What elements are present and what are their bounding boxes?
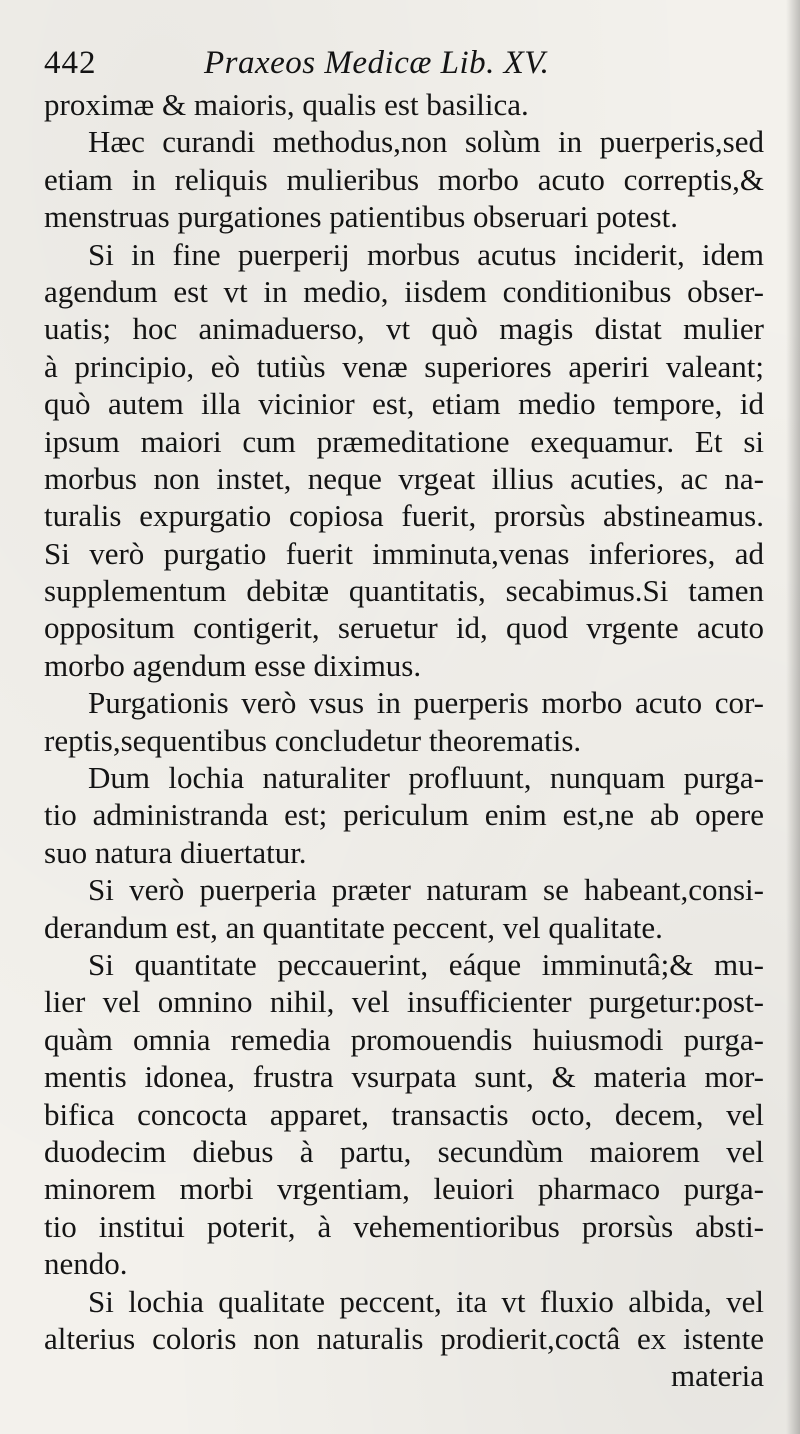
- text-line: reptis,sequentibus concludetur theorematis.: [44, 722, 582, 758]
- text-line: proximæ & maioris, qualis est basilica.: [44, 87, 529, 122]
- text-line: uatis; hoc animaduerso, vt quò magis distat mulier: [44, 311, 764, 347]
- text-line: Si verò puerperia præter naturam se habeant,consi-: [88, 872, 764, 908]
- text-line: Dum lochia naturaliter profluunt, nunquam purga-: [88, 760, 764, 796]
- text-line: Si lochia qualitate peccent, ita vt fluxio albida, vel: [88, 1283, 764, 1319]
- text-line: Si quantitate peccauerint, eáque imminutâ;& mu-: [88, 946, 764, 982]
- text-line: à principio, eò tutiùs venæ superiores aperiri valeant;: [44, 348, 764, 384]
- text-line: Purgationis verò vsus in puerperis morbo acuto cor-: [88, 685, 764, 721]
- text-line: turalis expurgatio copiosa fuerit, prorsùs abstineamus.: [44, 498, 764, 534]
- page-header: [44, 40, 770, 86]
- text-line: tio administranda est; periculum enim est,ne ab opere: [44, 797, 764, 833]
- text-line: bifica concocta apparet, transactis octo, decem, vel: [44, 1096, 764, 1132]
- text-line: nendo.: [44, 1246, 128, 1282]
- text-line: duodecim diebus à partu, secundùm maiorem vel: [44, 1133, 764, 1169]
- body-text: [44, 86, 770, 1395]
- text-line: quàm omnia remedia promouendis huiusmodi purga-: [44, 1021, 764, 1057]
- page-number: 442: [44, 45, 97, 81]
- text-line: tio institui poterit, à vehementioribus prorsùs absti-: [44, 1208, 764, 1244]
- text-line: Si in fine puerperij morbus acutus inciderit, idem: [88, 236, 764, 272]
- text-line: morbus non instet, neque vrgeat illius acuties, ac na-: [44, 460, 764, 496]
- page-edge-shadow: [786, 0, 800, 1434]
- text-line: menstruas purgationes patientibus obseruari potest.: [44, 199, 678, 235]
- text-line: oppositum contigerit, seruetur id, quod vrgente acuto: [44, 610, 764, 646]
- text-line: minorem morbi vrgentiam, leuiori pharmaco purga-: [44, 1171, 764, 1207]
- text-line: etiam in reliquis mulieribus morbo acuto correptis,&: [44, 161, 764, 197]
- text-line: morbo agendum esse diximus.: [44, 647, 422, 683]
- text-line: derandum est, an quantitate peccent, vel qualitate.: [44, 909, 663, 945]
- text-line: lier vel omnino nihil, vel insufficienter purgetur:post-: [44, 984, 764, 1020]
- text-line: mentis idonea, frustra vsurpata sunt, & materia mor-: [44, 1059, 764, 1095]
- text-line: Hæc curandi methodus,non solùm in puerperis,sed: [88, 124, 764, 160]
- text-line: agendum est vt in medio, iisdem conditionibus obser-: [44, 273, 764, 309]
- text-line: quò autem illa vicinior est, etiam medio tempore, id: [44, 386, 764, 422]
- text-line: supplementum debitæ quantitatis, secabimus.Si tamen: [44, 573, 764, 609]
- text-line: suo natura diuertatur.: [44, 834, 307, 870]
- text-line: alterius coloris non naturalis prodierit,coctâ ex istente: [44, 1320, 764, 1356]
- text-line: materia: [671, 1358, 764, 1394]
- text-line: Si verò purgatio fuerit imminuta,venas inferiores, ad: [44, 535, 764, 571]
- running-title: Praxeos Medicæ Lib. XV.: [204, 45, 550, 81]
- text-line: ipsum maiori cum præmeditatione exequamur. Et si: [44, 423, 764, 459]
